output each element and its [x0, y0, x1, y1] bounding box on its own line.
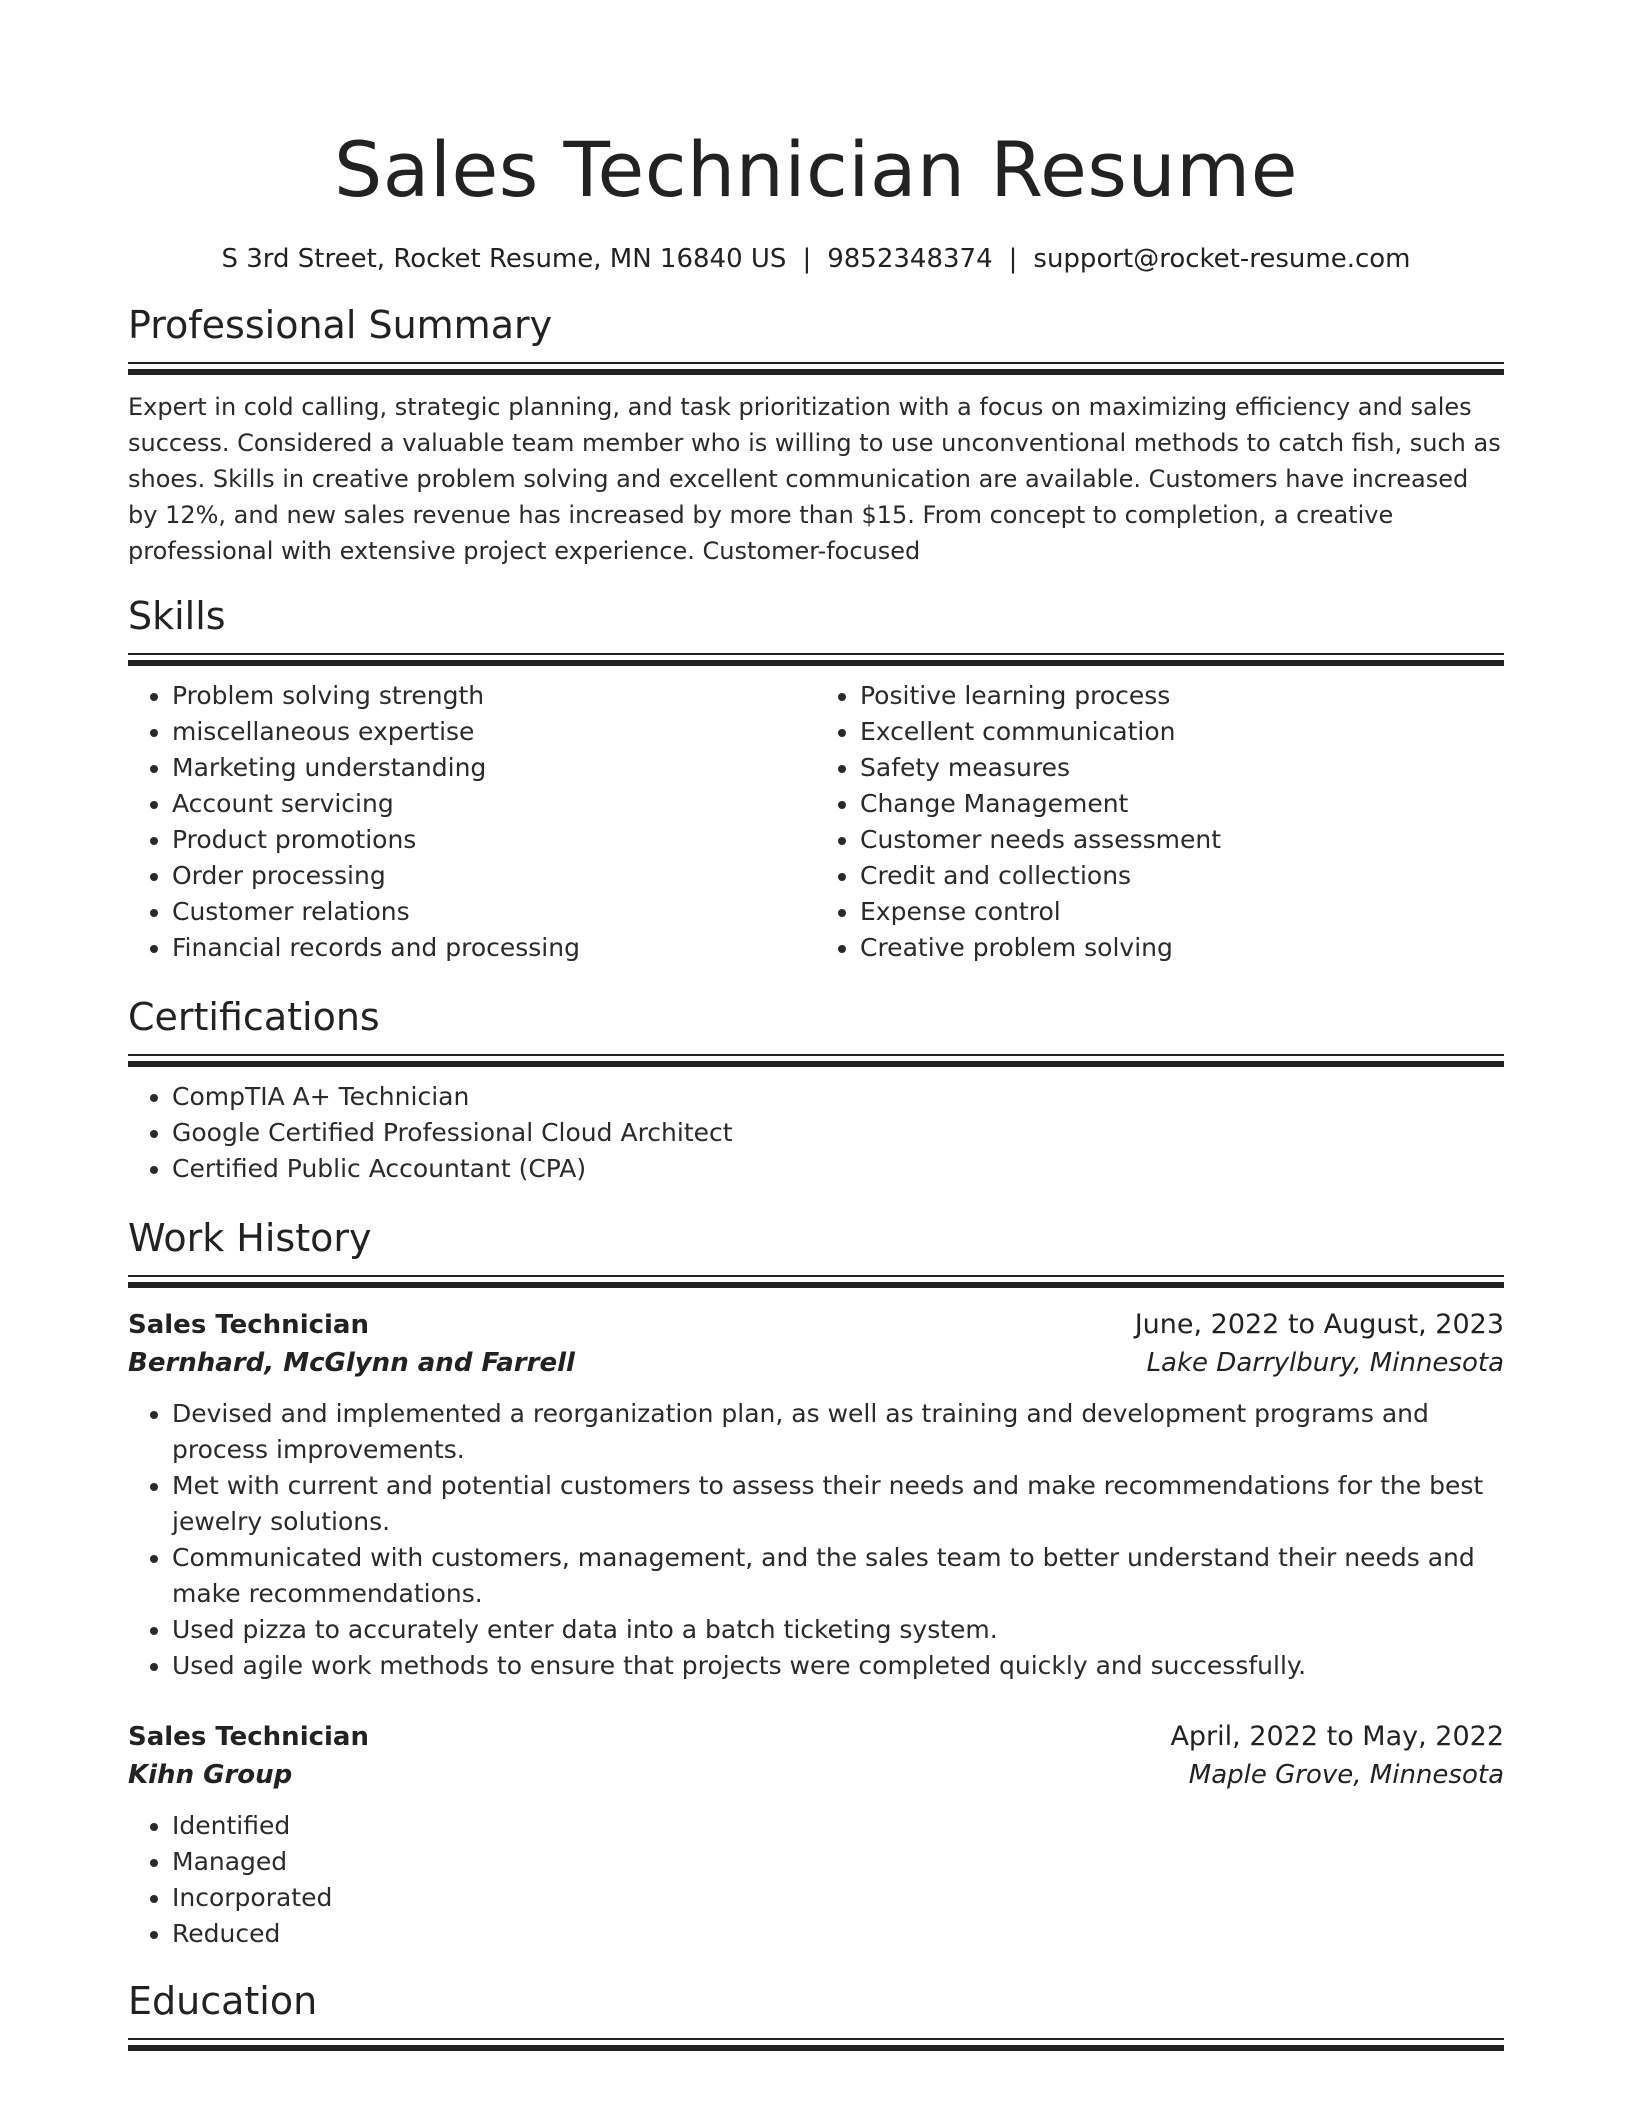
job-bullets: [128, 1396, 1504, 1684]
contact-separator: |: [1008, 244, 1018, 274]
skill-item: • Credit and collections: [860, 858, 1504, 894]
job-bullet: • Managed: [172, 1844, 1504, 1880]
skill-item: • miscellaneous expertise: [172, 714, 816, 750]
job-bullet: • Met with current and potential customers to assess their needs and make recommendations for the best jewelry solutions.: [172, 1468, 1504, 1540]
skill-item: • Customer needs assessment: [860, 822, 1504, 858]
job-bullet: • Reduced: [172, 1916, 1504, 1952]
job-company: Kihn Group: [128, 1760, 293, 1790]
skills-list-left: [128, 678, 816, 966]
job-bullet: • Communicated with customers, management, and the sales team to better understand their needs and make recommendations.: [172, 1540, 1504, 1612]
skills-section: [128, 593, 1504, 966]
certifications-section: [128, 994, 1504, 1187]
skill-item: • Customer relations: [172, 894, 816, 930]
section-divider: [128, 2038, 1504, 2051]
skill-item: • Product promotions: [172, 822, 816, 858]
certification-item: • Google Certified Professional Cloud Architect: [172, 1115, 1504, 1151]
job-company: Bernhard, McGlynn and Farrell: [128, 1348, 575, 1378]
job-title: Sales Technician: [128, 1722, 369, 1752]
job-header-row: [128, 1306, 1504, 1344]
job-bullet: • Used pizza to accurately enter data into a batch ticketing system.: [172, 1612, 1504, 1648]
contact-address: S 3rd Street, Rocket Resume, MN 16840 US: [221, 244, 787, 274]
summary-section: [128, 302, 1504, 569]
skill-item: • Positive learning process: [860, 678, 1504, 714]
skills-grid: [128, 666, 1504, 966]
job-bullet: • Devised and implemented a reorganization plan, as well as training and development programs and process improvements.: [172, 1396, 1504, 1468]
contact-email: support@rocket-resume.com: [1033, 244, 1411, 274]
skill-item: • Marketing understanding: [172, 750, 816, 786]
job-dates: April, 2022 to May, 2022: [1170, 1721, 1504, 1752]
job-subheader-row: [128, 1344, 1504, 1382]
skill-item: • Expense control: [860, 894, 1504, 930]
section-divider: [128, 1054, 1504, 1067]
job-dates: June, 2022 to August, 2023: [1134, 1309, 1504, 1340]
education-section: [128, 1978, 1504, 2051]
skill-item: • Change Management: [860, 786, 1504, 822]
job-entry: [128, 1718, 1504, 1952]
resume-title: Sales Technician Resume: [334, 125, 1298, 214]
skill-item: • Financial records and processing: [172, 930, 816, 966]
certifications-list: [128, 1079, 1504, 1187]
skill-item: • Creative problem solving: [860, 930, 1504, 966]
job-entry: [128, 1306, 1504, 1684]
section-heading-education: Education: [128, 1979, 318, 2023]
job-subheader-row: [128, 1756, 1504, 1794]
job-bullet: • Identified: [172, 1808, 1504, 1844]
section-heading-certifications: Certifications: [128, 995, 380, 1039]
section-heading-summary: Professional Summary: [128, 303, 553, 347]
contact-line: [128, 242, 1504, 276]
contact-phone: 9852348374: [827, 244, 993, 274]
skill-item: • Problem solving strength: [172, 678, 816, 714]
summary-text: Expert in cold calling, strategic planning, and task prioritization with a focus on maximizing efficiency and sales success. Considered a valuable team member who is willing to use unconventional methods to catch fish, such as shoes. Skills in creative problem solving and excellent communication are available. Customers have increased by 12%, and new sales revenue has increased by more than $15. From concept to completion, a creative professional with extensive project experience. Customer-focused: [128, 393, 1501, 565]
skills-list-right: [816, 678, 1504, 966]
skill-item: • Excellent communication: [860, 714, 1504, 750]
job-bullet: • Incorporated: [172, 1880, 1504, 1916]
section-divider: [128, 362, 1504, 375]
job-location: Maple Grove, Minnesota: [1188, 1760, 1504, 1790]
skill-item: • Safety measures: [860, 750, 1504, 786]
certification-item: • Certified Public Accountant (CPA): [172, 1151, 1504, 1187]
skill-item: • Account servicing: [172, 786, 816, 822]
section-divider: [128, 653, 1504, 666]
section-heading-work-history: Work History: [128, 1216, 372, 1260]
job-header-row: [128, 1718, 1504, 1756]
job-bullets: [128, 1808, 1504, 1952]
work-history-section: [128, 1215, 1504, 1952]
job-location: Lake Darrylbury, Minnesota: [1146, 1348, 1504, 1378]
job-bullet: • Used agile work methods to ensure that projects were completed quickly and successfully.: [172, 1648, 1504, 1684]
section-heading-skills: Skills: [128, 594, 226, 638]
contact-separator: |: [802, 244, 812, 274]
certification-item: • CompTIA A+ Technician: [172, 1079, 1504, 1115]
section-divider: [128, 1275, 1504, 1288]
job-title: Sales Technician: [128, 1310, 369, 1340]
skill-item: • Order processing: [172, 858, 816, 894]
